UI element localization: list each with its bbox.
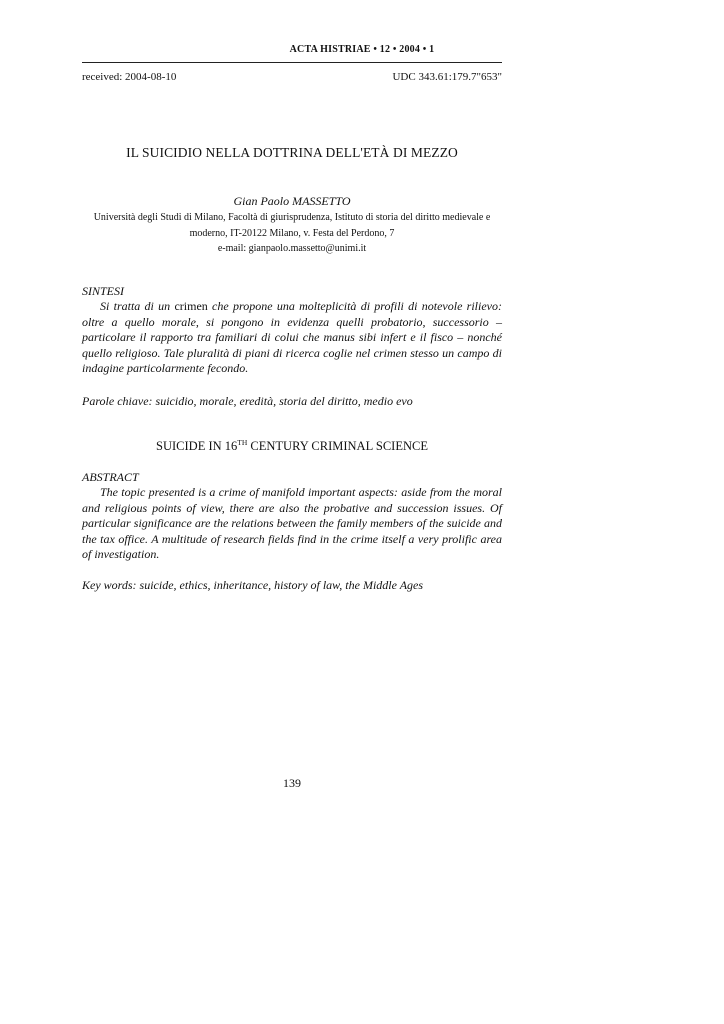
abstract-label: ABSTRACT (82, 470, 139, 484)
sintesi-text (82, 299, 502, 377)
affiliation-line-1: Università degli Studi di Milano, Facoltà di giurisprudenza, Istituto di storia del diritto medievale e (93, 212, 491, 223)
english-title-suffix: CENTURY CRIMINAL SCIENCE (247, 439, 428, 453)
affiliation-line-2: moderno, IT-20122 Milano, v. Festa del Perdono, 7 (189, 227, 395, 239)
abstract-keywords: Key words: suicide, ethics, inheritance, history of law, the Middle Ages (82, 578, 424, 592)
english-title (82, 439, 502, 454)
abstract-text: The topic presented is a crime of manifold important aspects: aside from the moral and religious points of view, there are also the probative and succession issues. Of particular significance are the relations between the family members of the suicide and the tax office. A multitude of research fields find in the crime itself a very prolific area of investigation. (82, 485, 502, 561)
received-date: received: 2004-08-10 (82, 71, 177, 83)
english-title-superscript: TH (237, 438, 248, 447)
sintesi-crimen-word: crimen (174, 299, 208, 313)
page-number: 139 (283, 776, 301, 790)
udc-code: UDC 343.61:179.7"653" (392, 71, 502, 83)
sintesi-label: SINTESI (82, 284, 124, 298)
sintesi-text-start: Si tratta di un (100, 299, 175, 313)
sintesi-text-rest: che propone una molteplicità di profili di notevole rilievo: oltre a quello morale, si pongono in evidenza quelli probatorio, successorio – particolare il rapporto tra familiari di colui che manus sibi infert e il fisco – nonché quello religioso. Tale pluralità di piani di ricerca coglie nel crimen stesso un campo di indagine particolarmente fecondo. (82, 299, 502, 375)
sintesi-keywords: Parole chiave: suicidio, morale, eredità, storia del diritto, medio evo (82, 394, 413, 408)
author-email: e-mail: gianpaolo.massetto@unimi.it (217, 243, 367, 254)
article-title: IL SUICIDIO NELLA DOTTRINA DELL'ETÀ DI MEZZO (126, 145, 458, 160)
english-title-prefix: SUICIDE IN 16 (156, 439, 238, 453)
author-affiliation (82, 210, 502, 257)
author-name: Gian Paolo MASSETTO (233, 194, 351, 208)
header-rule (82, 62, 502, 63)
journal-header: ACTA HISTRIAE • 12 • 2004 • 1 (289, 44, 435, 55)
